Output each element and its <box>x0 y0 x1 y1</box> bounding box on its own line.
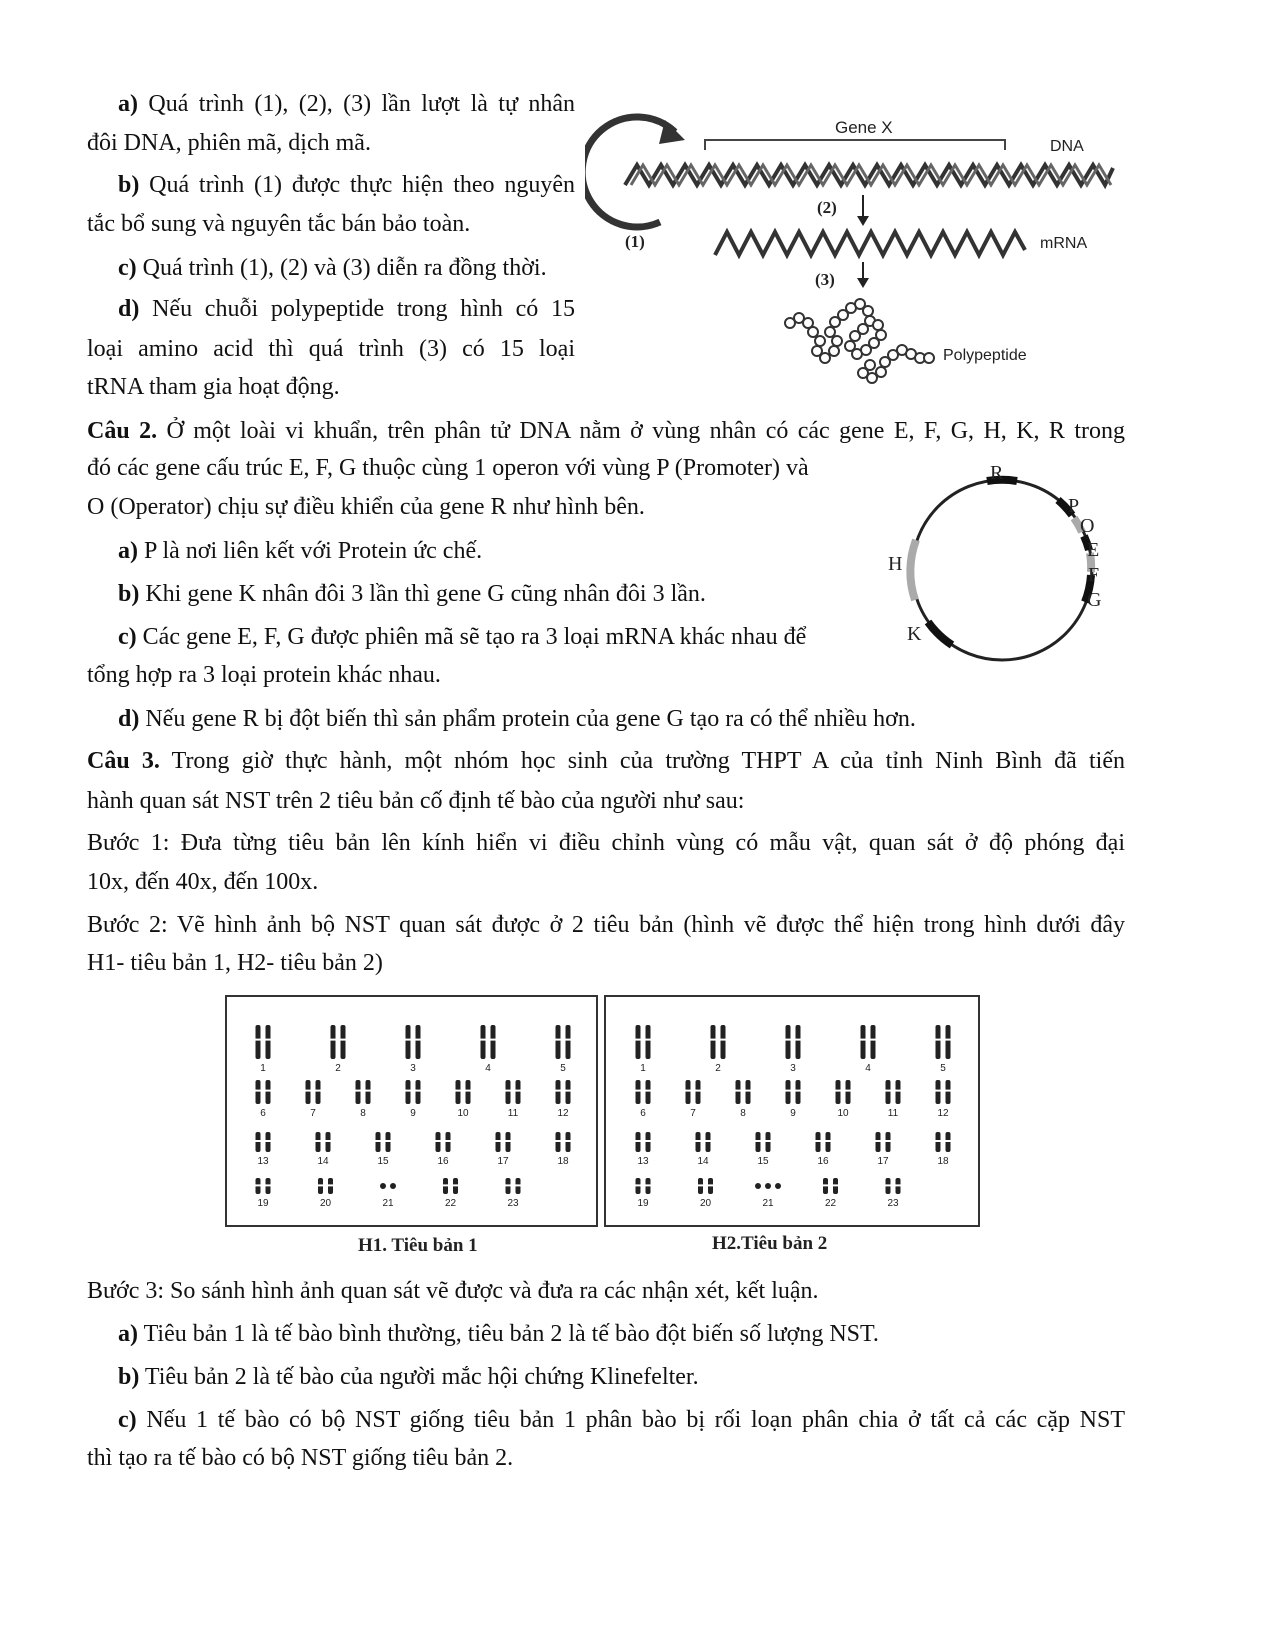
q1-option-b-line1: b) Quá trình (1) được thực hiện theo nguyên <box>118 172 575 198</box>
chromosome-number-19-h2: 19 <box>637 1198 649 1209</box>
q1-option-c: c) Quá trình (1), (2) và (3) diễn ra đồng thời. <box>118 255 547 281</box>
circular-dna-figure <box>880 460 1125 665</box>
polypeptide-chain <box>785 299 934 383</box>
chromosome-number-5-h1: 5 <box>560 1063 566 1074</box>
chromosome-number-3-h2: 3 <box>790 1063 796 1074</box>
chromosome-number-23-h1: 23 <box>507 1198 519 1209</box>
q3-step3: Bước 3: So sánh hình ảnh quan sát vẽ được và đưa ra các nhận xét, kết luận. <box>87 1278 819 1304</box>
q3-option-b: b) Tiêu bản 2 là tế bào của người mắc hội chứng Klinefelter. <box>118 1364 699 1390</box>
q2-option-c-line2: tổng hợp ra 3 loại protein khác nhau. <box>87 662 441 688</box>
q2-option-d: d) Nếu gene R bị đột biến thì sản phẩm protein của gene G tạo ra có thể nhiều hơn. <box>118 706 916 732</box>
option-c-label: c) <box>118 255 137 281</box>
chromosome-number-11-h2: 11 <box>887 1108 899 1119</box>
option-b-label: b) <box>118 581 140 607</box>
chromosome-number-7-h1: 7 <box>310 1108 316 1119</box>
q2-option-b: b) Khi gene K nhân đôi 3 lần thì gene G cũng nhân đôi 3 lần. <box>118 581 706 607</box>
option-a-label: a) <box>118 538 138 564</box>
chromosome-number-10-h2: 10 <box>837 1108 849 1119</box>
q3-option-c-line2: thì tạo ra tế bào có bộ NST giống tiêu bản 2. <box>87 1445 514 1471</box>
option-a-label: a) <box>118 91 138 117</box>
chromosome-number-7-h2: 7 <box>690 1108 696 1119</box>
chromosome-number-22-h2: 22 <box>824 1198 837 1209</box>
option-b-label: b) <box>118 1364 140 1390</box>
gene-expression-figure <box>585 110 1125 395</box>
chromosome-number-6-h1: 6 <box>260 1108 266 1119</box>
chromosome-number-2-h2: 2 <box>715 1063 721 1074</box>
chromosome-21-h2 <box>755 1183 781 1189</box>
dna-label: DNA <box>1050 138 1084 155</box>
option-c-label: c) <box>118 624 137 650</box>
mrna-label: mRNA <box>1040 235 1088 252</box>
q3-step2-line2: H1- tiêu bản 1, H2- tiêu bản 2) <box>87 950 383 976</box>
chromosome-number-14-h2: 14 <box>697 1156 709 1167</box>
chromosome-number-10-h1: 10 <box>457 1108 469 1119</box>
chromosome-number-15-h1: 15 <box>377 1156 389 1167</box>
label-o: O <box>1080 515 1095 537</box>
chromosome-number-20-h1: 20 <box>319 1198 332 1209</box>
q2-option-a: a) P là nơi liên kết với Protein ức chế. <box>118 538 483 564</box>
karyotype-panels <box>225 995 981 1230</box>
option-b-label: b) <box>118 172 140 198</box>
chromosome-number-21-h1: 21 <box>382 1198 394 1209</box>
chromosome-number-18-h1: 18 <box>557 1156 569 1167</box>
q3-step2-line1: Bước 2: Vẽ hình ảnh bộ NST quan sát được ở 2 tiêu bản (hình vẽ được thể hiện trong hình dưới đây <box>87 912 1125 938</box>
chromosome-number-9-h2: 9 <box>790 1108 796 1119</box>
q2-line2: đó các gene cấu trúc E, F, G thuộc cùng 1 operon với vùng P (Promoter) và <box>87 455 809 481</box>
chromosome-number-6-h2: 6 <box>640 1108 646 1119</box>
chromosome-number-13-h1: 13 <box>257 1156 269 1167</box>
q2-line3: O (Operator) chịu sự điều khiển của gene R như hình bên. <box>87 494 645 520</box>
chromosome-number-9-h1: 9 <box>410 1108 416 1119</box>
chromosome-number-15-h2: 15 <box>757 1156 769 1167</box>
q3-option-c-line1: c) Nếu 1 tế bào có bộ NST giống tiêu bản 1 phân bào bị rối loạn phân chia ở tất cả các cặp NST <box>118 1407 1125 1433</box>
option-c-label: c) <box>118 1407 137 1433</box>
gene-x-bracket <box>705 140 1005 150</box>
q2-title: Câu 2. <box>87 418 158 444</box>
chromosome-number-22-h1: 22 <box>444 1198 457 1209</box>
q3-step1-line2: 10x, đến 40x, đến 100x. <box>87 869 319 895</box>
q3-line1: Câu 3. Trong giờ thực hành, một nhóm học sinh của trường THPT A của tỉnh Ninh Bình đã tiến <box>87 748 1125 774</box>
chromosome-number-14-h1: 14 <box>317 1156 329 1167</box>
chromosome-number-13-h2: 13 <box>637 1156 649 1167</box>
chromosome-number-21-h2: 21 <box>762 1198 774 1209</box>
process-3-label: (3) <box>815 270 835 289</box>
chromosome-number-8-h1: 8 <box>360 1108 366 1119</box>
h2-caption: H2.Tiêu bản 2 <box>712 1233 828 1254</box>
q3-option-a: a) Tiêu bản 1 là tế bào bình thường, tiêu bản 2 là tế bào đột biến số lượng NST. <box>118 1321 879 1347</box>
q1-option-a-line1: a) Quá trình (1), (2), (3) lần lượt là tự nhân <box>118 91 575 117</box>
h1-caption: H1. Tiêu bản 1 <box>358 1235 478 1256</box>
label-f: F <box>1088 564 1100 586</box>
q3-title: Câu 3. <box>87 748 160 774</box>
q1-option-a-line2: đôi DNA, phiên mã, dịch mã. <box>87 130 371 156</box>
chromosome-number-1-h2: 1 <box>640 1063 646 1074</box>
chromosome-number-12-h2: 12 <box>937 1108 949 1119</box>
label-p: P <box>1068 495 1080 517</box>
chromosome-number-1-h1: 1 <box>260 1063 266 1074</box>
chromosome-number-2-h1: 2 <box>335 1063 341 1074</box>
gene-k-segment <box>928 622 952 645</box>
chromosome-number-4-h2: 4 <box>865 1063 871 1074</box>
q1-option-d-line2: loại amino acid thì quá trình (3) có 15 loại <box>87 336 575 362</box>
process-2-label: (2) <box>817 198 837 217</box>
process-1-label: (1) <box>625 232 645 251</box>
chromosome-number-12-h1: 12 <box>557 1108 569 1119</box>
option-a-label: a) <box>118 1321 138 1347</box>
chromosome-number-16-h1: 16 <box>437 1156 449 1167</box>
q2-line1: Câu 2. Ở một loài vi khuẩn, trên phân tử DNA nằm ở vùng nhân có các gene E, F, G, H, K, R trong <box>87 418 1125 444</box>
chromosome-number-8-h2: 8 <box>740 1108 746 1119</box>
chromosome-number-3-h1: 3 <box>410 1063 416 1074</box>
q1-option-d-line1: d) Nếu chuỗi polypeptide trong hình có 15 <box>118 296 576 322</box>
label-e: E <box>1087 539 1100 561</box>
polypeptide-label: Polypeptide <box>943 347 1027 364</box>
chromosome-number-4-h1: 4 <box>485 1063 491 1074</box>
chromosome-number-5-h2: 5 <box>940 1063 946 1074</box>
chromosome-number-11-h1: 11 <box>507 1108 519 1119</box>
chromosome-number-18-h2: 18 <box>937 1156 949 1167</box>
q1-option-b-line2: tắc bổ sung và nguyên tắc bán bảo toàn. <box>87 211 471 237</box>
chromosome-number-16-h2: 16 <box>817 1156 829 1167</box>
option-d-label: d) <box>118 296 140 322</box>
label-g: G <box>1087 589 1102 611</box>
label-k: K <box>907 623 922 645</box>
label-r: R <box>990 462 1004 484</box>
chromosome-number-20-h2: 20 <box>699 1198 712 1209</box>
q2-option-c-line1: c) Các gene E, F, G được phiên mã sẽ tạo ra 3 loại mRNA khác nhau để <box>118 624 807 650</box>
chromosome-number-19-h1: 19 <box>257 1198 269 1209</box>
option-d-label: d) <box>118 706 140 732</box>
chromosome-number-17-h1: 17 <box>497 1156 509 1167</box>
q3-line2: hành quan sát NST trên 2 tiêu bản cố định tế bào của người như sau: <box>87 788 745 814</box>
q3-step1-line1: Bước 1: Đưa từng tiêu bản lên kính hiển vi điều chỉnh vùng có mẫu vật, quan sát ở độ phóng đại <box>87 830 1125 856</box>
chromosome-number-23-h2: 23 <box>887 1198 899 1209</box>
chromosome-number-17-h2: 17 <box>877 1156 889 1167</box>
label-h: H <box>888 553 903 575</box>
q1-option-d-line3: tRNA tham gia hoạt động. <box>87 374 340 400</box>
mrna-strand <box>715 232 1025 255</box>
gene-x-label: Gene X <box>835 118 893 137</box>
gene-h-segment <box>910 540 916 600</box>
karyotype-figure <box>225 995 981 1260</box>
